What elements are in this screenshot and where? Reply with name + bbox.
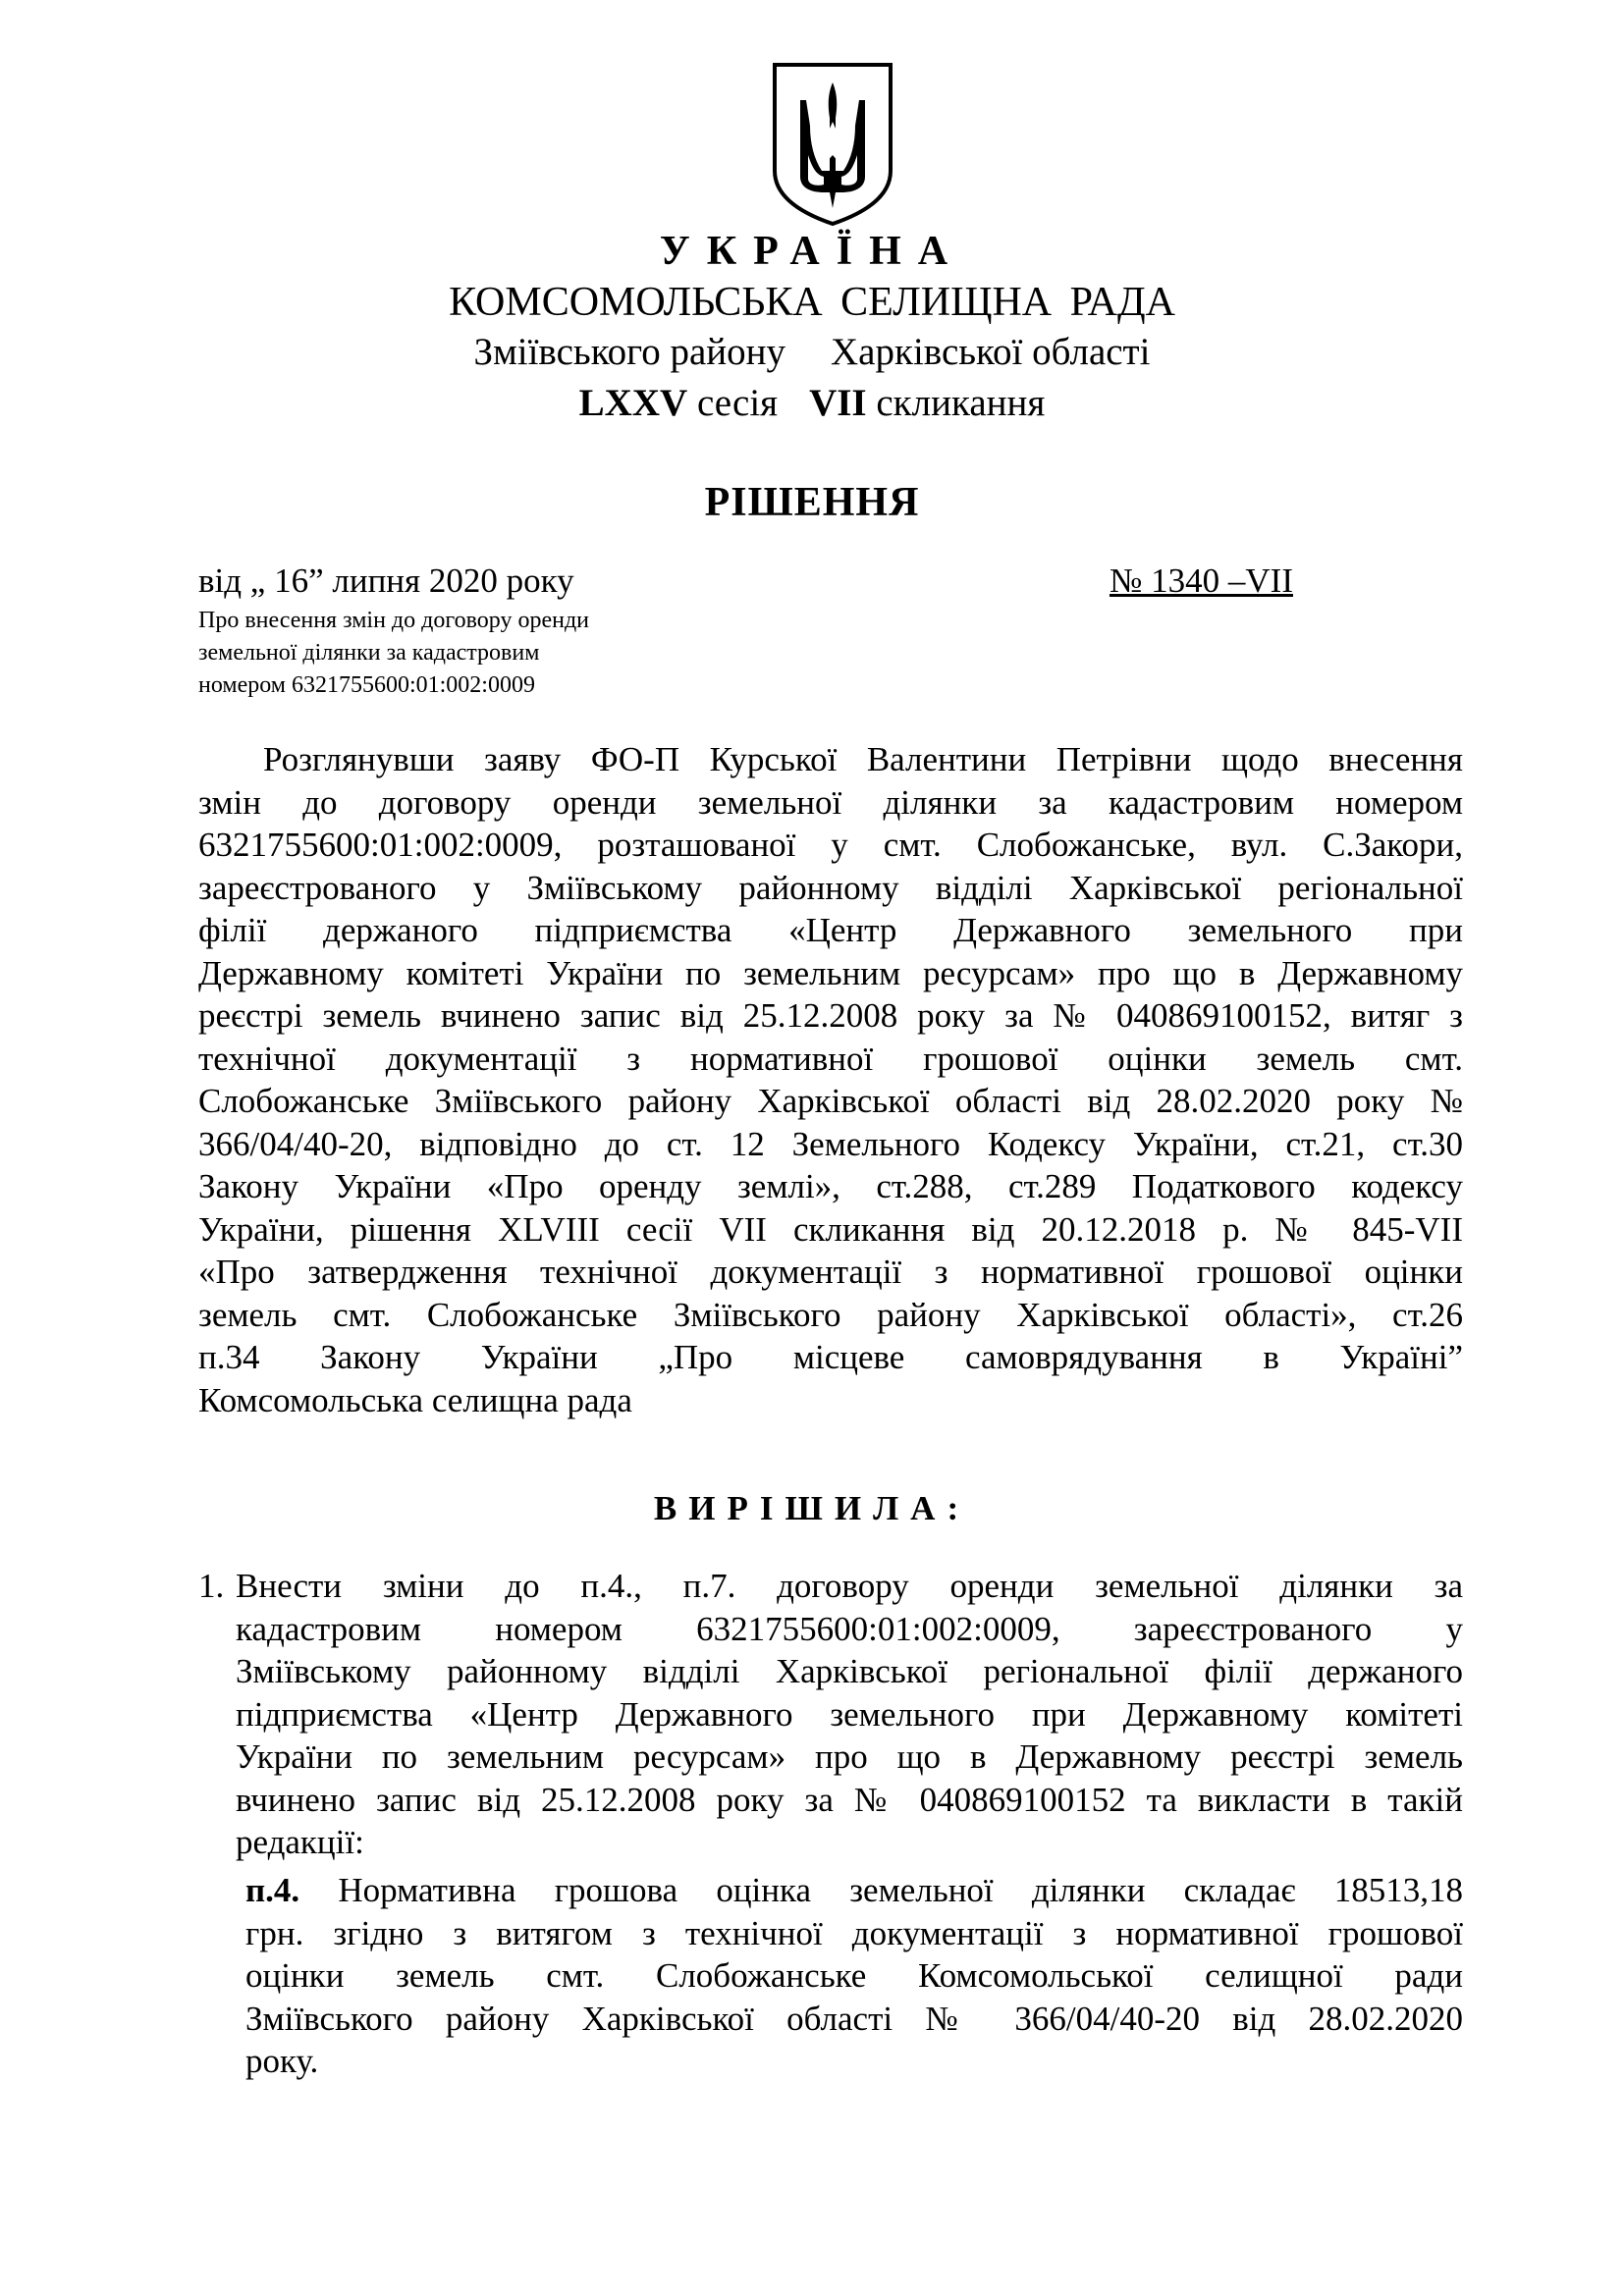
item-line: кадастровим номером 6321755600:01:002:0009, зареєстрованого у (236, 1609, 1463, 1648)
country-heading: УКРАЇНА (659, 229, 965, 274)
decision-number: № 1340 –VII (1110, 561, 1293, 600)
item-line: Внести зміни до п.4., п.7. договору оренди земельної ділянки за (236, 1567, 1463, 1605)
sub-item-line: грн. згідно з витягом з технічної документації з нормативної грошової (245, 1913, 1463, 1952)
paragraph-line: філії держаного підприємства «Центр Державного земельного при (198, 911, 1463, 949)
convocation-word: скликання (876, 382, 1046, 424)
convocation-roman: VII (809, 382, 867, 424)
sub-item-line (245, 1869, 1463, 1912)
paragraph-line: Слобожанське Зміївського району Харківської області від 28.02.2020 року № (198, 1082, 1463, 1120)
decision-subject (198, 605, 748, 702)
decision-date: від „ 16” липня 2020 року (198, 561, 574, 600)
paragraph-line: «Про затвердження технічної документації з нормативної грошової оцінки (198, 1253, 1463, 1291)
paragraph-line: України, рішення XLVIII сесії VII скликання від 20.12.2018 р. № 845-VII (198, 1209, 1463, 1249)
sub-item-line: оцінки земель смт. Слобожанське Комсомольської селищної ради (245, 1956, 1463, 1995)
paragraph-line: реєстрі земель вчинено запис від 25.12.2008 року за № 040869100152, витяг з (198, 996, 1463, 1035)
paragraph-line: 6321755600:01:002:0009, розташованої у смт. Слобожанське, вул. С.Закори, (198, 826, 1463, 864)
resolved-heading: ВИРІШИЛА: (653, 1489, 971, 1527)
district-name: Зміївського району (473, 331, 786, 373)
item-line: редакції: (236, 1823, 364, 1861)
council-heading: КОМСОМОЛЬСЬКА СЕЛИЩНА РАДА (449, 280, 1175, 325)
session-heading (0, 381, 1624, 425)
coat-of-arms-icon (771, 61, 894, 228)
item-line: вчинено запис від 25.12.2008 року за № 040869100152 та викласти в такій (236, 1780, 1463, 1819)
district-heading (0, 330, 1624, 374)
paragraph-line: Розглянувши заяву ФО-П Курської Валентини Петрівни щодо внесення (263, 740, 1463, 778)
preamble-paragraph (198, 738, 1463, 1421)
sub-item-line: року. (245, 2042, 319, 2080)
paragraph-line: Закону України «Про оренду землі», ст.288, ст.289 Податкового кодексу (198, 1167, 1463, 1205)
sub-item-line: Зміївського району Харківської області № 366/04/40-20 від 28.02.2020 (245, 1999, 1463, 2038)
document-type-heading: РІШЕННЯ (704, 480, 920, 525)
sub-item-4 (245, 1869, 1463, 2083)
sub-item-first-line: Нормативна грошова оцінка земельної ділянки складає 18513,18 (338, 1871, 1464, 1909)
session-word: сесія (696, 382, 779, 424)
subject-line: земельної ділянки за кадастровим (198, 640, 540, 666)
item-line: України по земельним ресурсам» про що в Державному реєстрі земель (236, 1737, 1463, 1776)
paragraph-line: технічної документації з нормативної грошової оцінки земель смт. (198, 1039, 1463, 1078)
paragraph-line: Комсомольська селищна рада (198, 1380, 632, 1419)
paragraph-line: п.34 Закону України „Про місцеве самоврядування в Україні” (198, 1338, 1463, 1376)
paragraph-line: земель смт. Слобожанське Зміївського району Харківської області», ст.26 (198, 1295, 1463, 1334)
item-line: Зміївському районному відділі Харківської регіональної філії держаного (236, 1652, 1463, 1690)
paragraph-line: зареєстрованого у Зміївському районному відділі Харківської регіональної (198, 868, 1463, 907)
paragraph-line: змін до договору оренди земельної ділянки за кадастровим номером (198, 782, 1463, 822)
subject-line: номером 6321755600:01:002:0009 (198, 672, 535, 698)
item-number: 1. (198, 1567, 225, 1605)
session-roman: LXXV (578, 382, 688, 424)
paragraph-line: 366/04/40-20, відповідно до ст. 12 Земельного Кодексу України, ст.21, ст.30 (198, 1124, 1463, 1163)
item-line: підприємства «Центр Державного земельного при Державному комітеті (236, 1694, 1463, 1734)
subject-line: Про внесення змін до договору оренди (198, 608, 589, 633)
paragraph-line: Державному комітеті України по земельним ресурсам» про що в Державному (198, 953, 1463, 992)
item-1-text (236, 1565, 1463, 1864)
region-name: Харківської області (831, 331, 1151, 373)
sub-item-label: п.4. (245, 1871, 300, 1909)
